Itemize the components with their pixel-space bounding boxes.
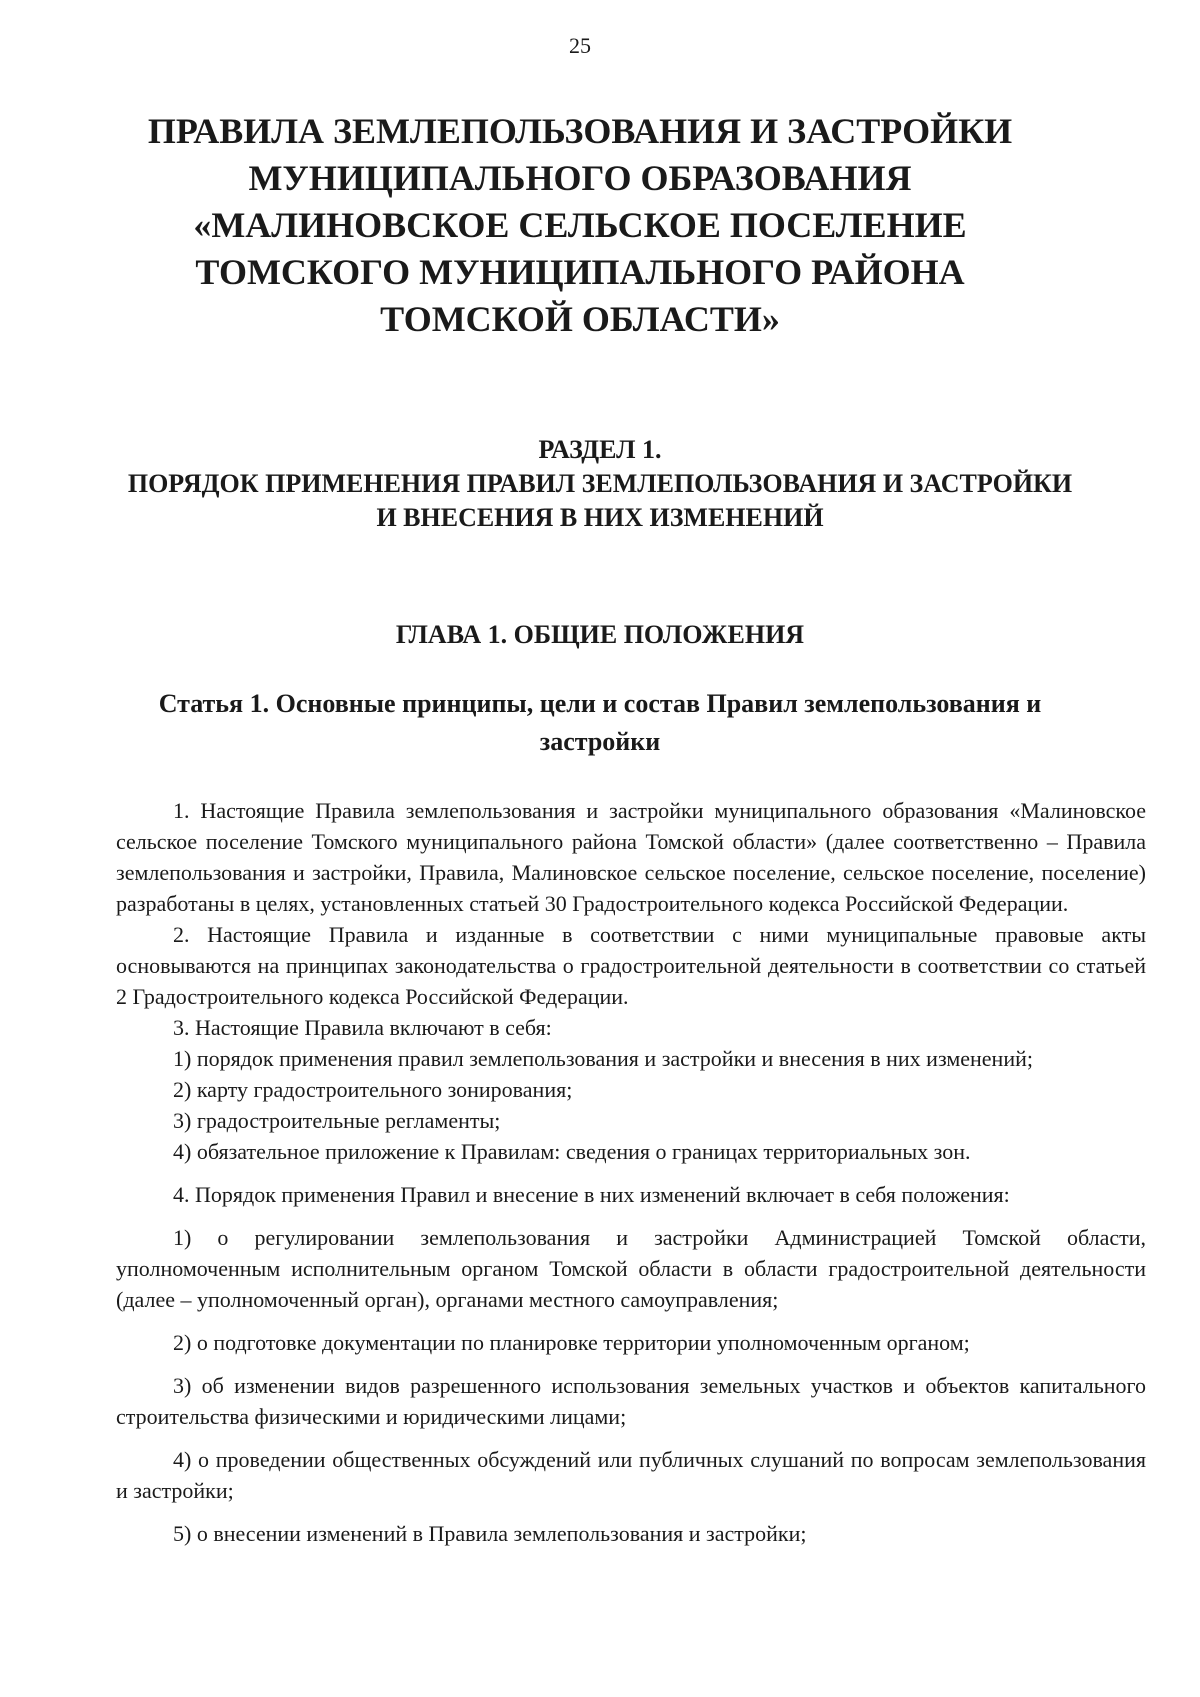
paragraph: 4. Порядок применения Правил и внесение в них изменений включает в себя положения: xyxy=(173,1182,1010,1207)
paragraph: 3. Настоящие Правила включают в себя: xyxy=(173,1015,552,1040)
section-heading xyxy=(100,433,1100,535)
title-line: МУНИЦИПАЛЬНОГО ОБРАЗОВАНИЯ xyxy=(248,158,912,198)
list-item: 2) карту градостроительного зонирования; xyxy=(173,1077,573,1102)
title-line: «МАЛИНОВСКОЕ СЕЛЬСКОЕ ПОСЕЛЕНИЕ xyxy=(193,205,967,245)
document-title xyxy=(80,108,1080,343)
article-body xyxy=(116,795,1146,1549)
article-heading-line: застройки xyxy=(539,727,661,756)
list-item: 1) о регулировании землепользования и застройки Администрацией Томской области, уполномоченным исполнительным органом Томской области в области градостроительной деятельности (далее – уполномоченный орган), органами местного самоуправления; xyxy=(116,1225,1146,1312)
section-heading-line: И ВНЕСЕНИЯ В НИХ ИЗМЕНЕНИЙ xyxy=(376,503,824,532)
article-heading xyxy=(100,685,1100,761)
list-item: 5) о внесении изменений в Правила землепользования и застройки; xyxy=(173,1521,807,1546)
list-item: 3) об изменении видов разрешенного использования земельных участков и объектов капитального строительства физическими и юридическими лицами; xyxy=(116,1373,1146,1429)
title-line: ТОМСКОГО МУНИЦИПАЛЬНОГО РАЙОНА xyxy=(195,252,965,292)
list-item: 4) о проведении общественных обсуждений или публичных слушаний по вопросам землепользования и застройки; xyxy=(116,1447,1146,1503)
paragraph: 1. Настоящие Правила землепользования и застройки муниципального образования «Малиновское сельское поселение Томского муниципального района Томской области» (далее соответственно – Правила землепользования и застройки, Правила, Малиновское сельское поселение, сельское поселение, поселение) разработаны в целях, установленных статьей 30 Градостроительного кодекса Российской Федерации. xyxy=(116,798,1146,916)
chapter-heading: ГЛАВА 1. ОБЩИЕ ПОЛОЖЕНИЯ xyxy=(395,620,805,649)
list-item: 1) порядок применения правил землепользования и застройки и внесения в них изменений; xyxy=(173,1046,1033,1071)
list-item: 2) о подготовке документации по планировке территории уполномоченным органом; xyxy=(173,1330,970,1355)
title-line: ТОМСКОЙ ОБЛАСТИ» xyxy=(380,299,780,339)
list-item: 4) обязательное приложение к Правилам: сведения о границах территориальных зон. xyxy=(173,1139,971,1164)
title-line: ПРАВИЛА ЗЕМЛЕПОЛЬЗОВАНИЯ И ЗАСТРОЙКИ xyxy=(147,111,1013,151)
section-heading-line: РАЗДЕЛ 1. xyxy=(538,435,662,464)
page-number: 25 xyxy=(569,33,591,58)
paragraph: 2. Настоящие Правила и изданные в соответствии с ними муниципальные правовые акты основываются на принципах законодательства о градостроительной деятельности в соответствии со статьей 2 Градостроительного кодекса Российской Федерации. xyxy=(116,922,1146,1009)
list-item: 3) градостроительные регламенты; xyxy=(173,1108,501,1133)
section-heading-line: ПОРЯДОК ПРИМЕНЕНИЯ ПРАВИЛ ЗЕМЛЕПОЛЬЗОВАНИЯ И ЗАСТРОЙКИ xyxy=(127,469,1073,498)
article-heading-line: Статья 1. Основные принципы, цели и состав Правил землепользования и xyxy=(158,689,1042,718)
